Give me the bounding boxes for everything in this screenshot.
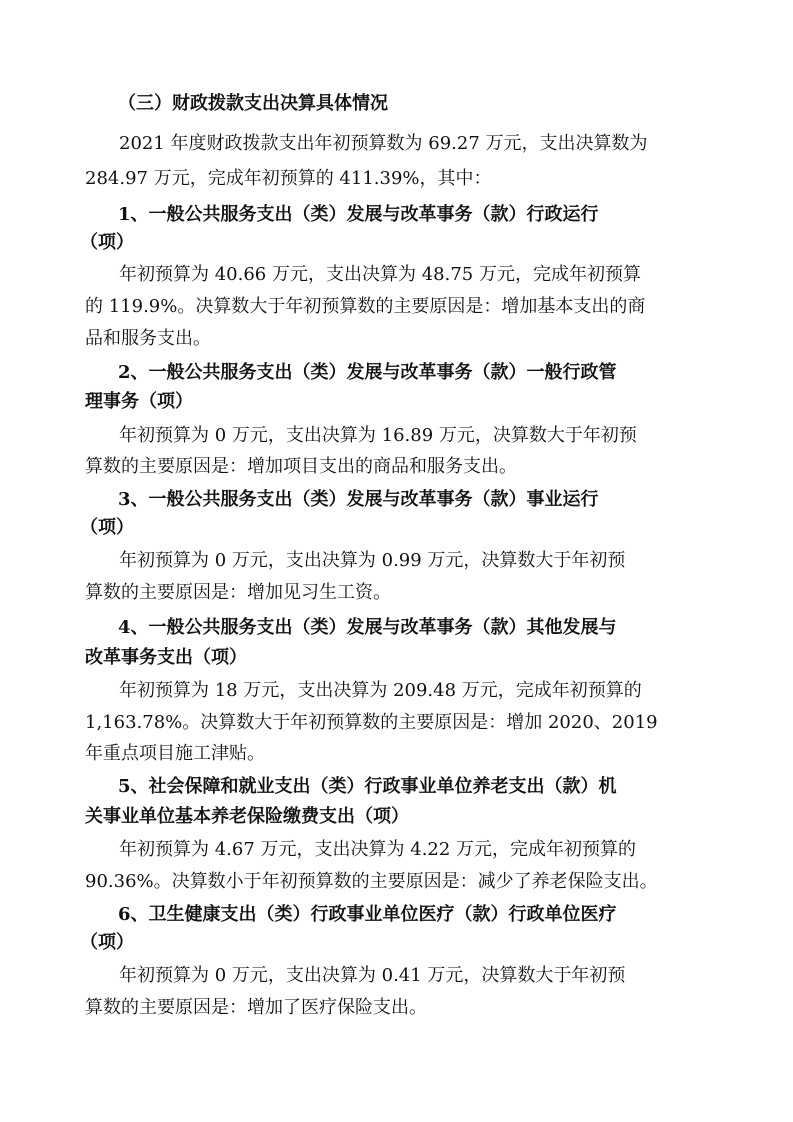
intro-line-2: 284.97 万元，完成年初预算的 411.39%，其中： [85,168,492,189]
item-1-heading-line-2: （项） [80,232,134,253]
item-4-body-line-2: 1,163.78%。决算数大于年初预算数的主要原因是：增加 2020、2019 [85,712,658,733]
item-4-heading-line-2: 改革事务支出（项） [85,647,247,668]
item-2-heading-line-2: 理事务（项） [85,391,193,412]
item-1-heading-line-1: 1、一般公共服务支出（类）发展与改革事务（款）行政运行 [118,204,599,225]
item-3-heading-line-2: （项） [80,517,134,538]
item-6-heading-line-1: 6、卫生健康支出（类）行政事业单位医疗（款）行政单位医疗 [118,904,617,925]
item-4-body-line-3: 年重点项目施工津贴。 [85,743,265,764]
item-3-heading-line-1: 3、一般公共服务支出（类）发展与改革事务（款）事业运行 [118,489,599,510]
item-2-body-line-2: 算数的主要原因是：增加项目支出的商品和服务支出。 [85,456,517,477]
item-5-heading-line-1: 5、社会保障和就业支出（类）行政事业单位养老支出（款）机 [118,776,617,797]
item-1-body-line-2: 的 119.9%。决算数大于年初预算数的主要原因是：增加基本支出的商 [85,296,646,317]
item-4-body-line-1: 年初预算为 18 万元，支出决算为 209.48 万元，完成年初预算的 [119,680,642,701]
item-1-body-line-3: 品和服务支出。 [85,328,211,349]
item-6-heading-line-2: （项） [80,932,134,953]
item-6-body-line-2: 算数的主要原因是：增加了医疗保险支出。 [85,997,427,1018]
item-3-body-line-2: 算数的主要原因是：增加见习生工资。 [85,582,391,603]
item-2-body-line-1: 年初预算为 0 万元，支出决算为 16.89 万元，决算数大于年初预 [119,425,637,446]
item-5-body-line-2: 90.36%。决算数小于年初预算数的主要原因是：减少了养老保险支出。 [85,871,658,892]
intro-line-1: 2021 年度财政拨款支出年初预算数为 69.27 万元，支出决算数为 [119,133,648,154]
item-6-body-line-1: 年初预算为 0 万元，支出决算为 0.41 万元，决算数大于年初预 [119,965,626,986]
item-5-heading-line-2: 关事业单位基本养老保险缴费支出（项） [85,806,409,827]
item-2-heading-line-1: 2、一般公共服务支出（类）发展与改革事务（款）一般行政管 [118,362,617,383]
item-1-body-line-1: 年初预算为 40.66 万元，支出决算为 48.75 万元，完成年初预算 [119,264,641,285]
section-title: （三）财政拨款支出决算具体情况 [118,93,388,114]
item-5-body-line-1: 年初预算为 4.67 万元，支出决算为 4.22 万元，完成年初预算的 [119,839,637,860]
item-4-heading-line-1: 4、一般公共服务支出（类）发展与改革事务（款）其他发展与 [118,617,617,638]
item-3-body-line-1: 年初预算为 0 万元，支出决算为 0.99 万元，决算数大于年初预 [119,550,626,571]
